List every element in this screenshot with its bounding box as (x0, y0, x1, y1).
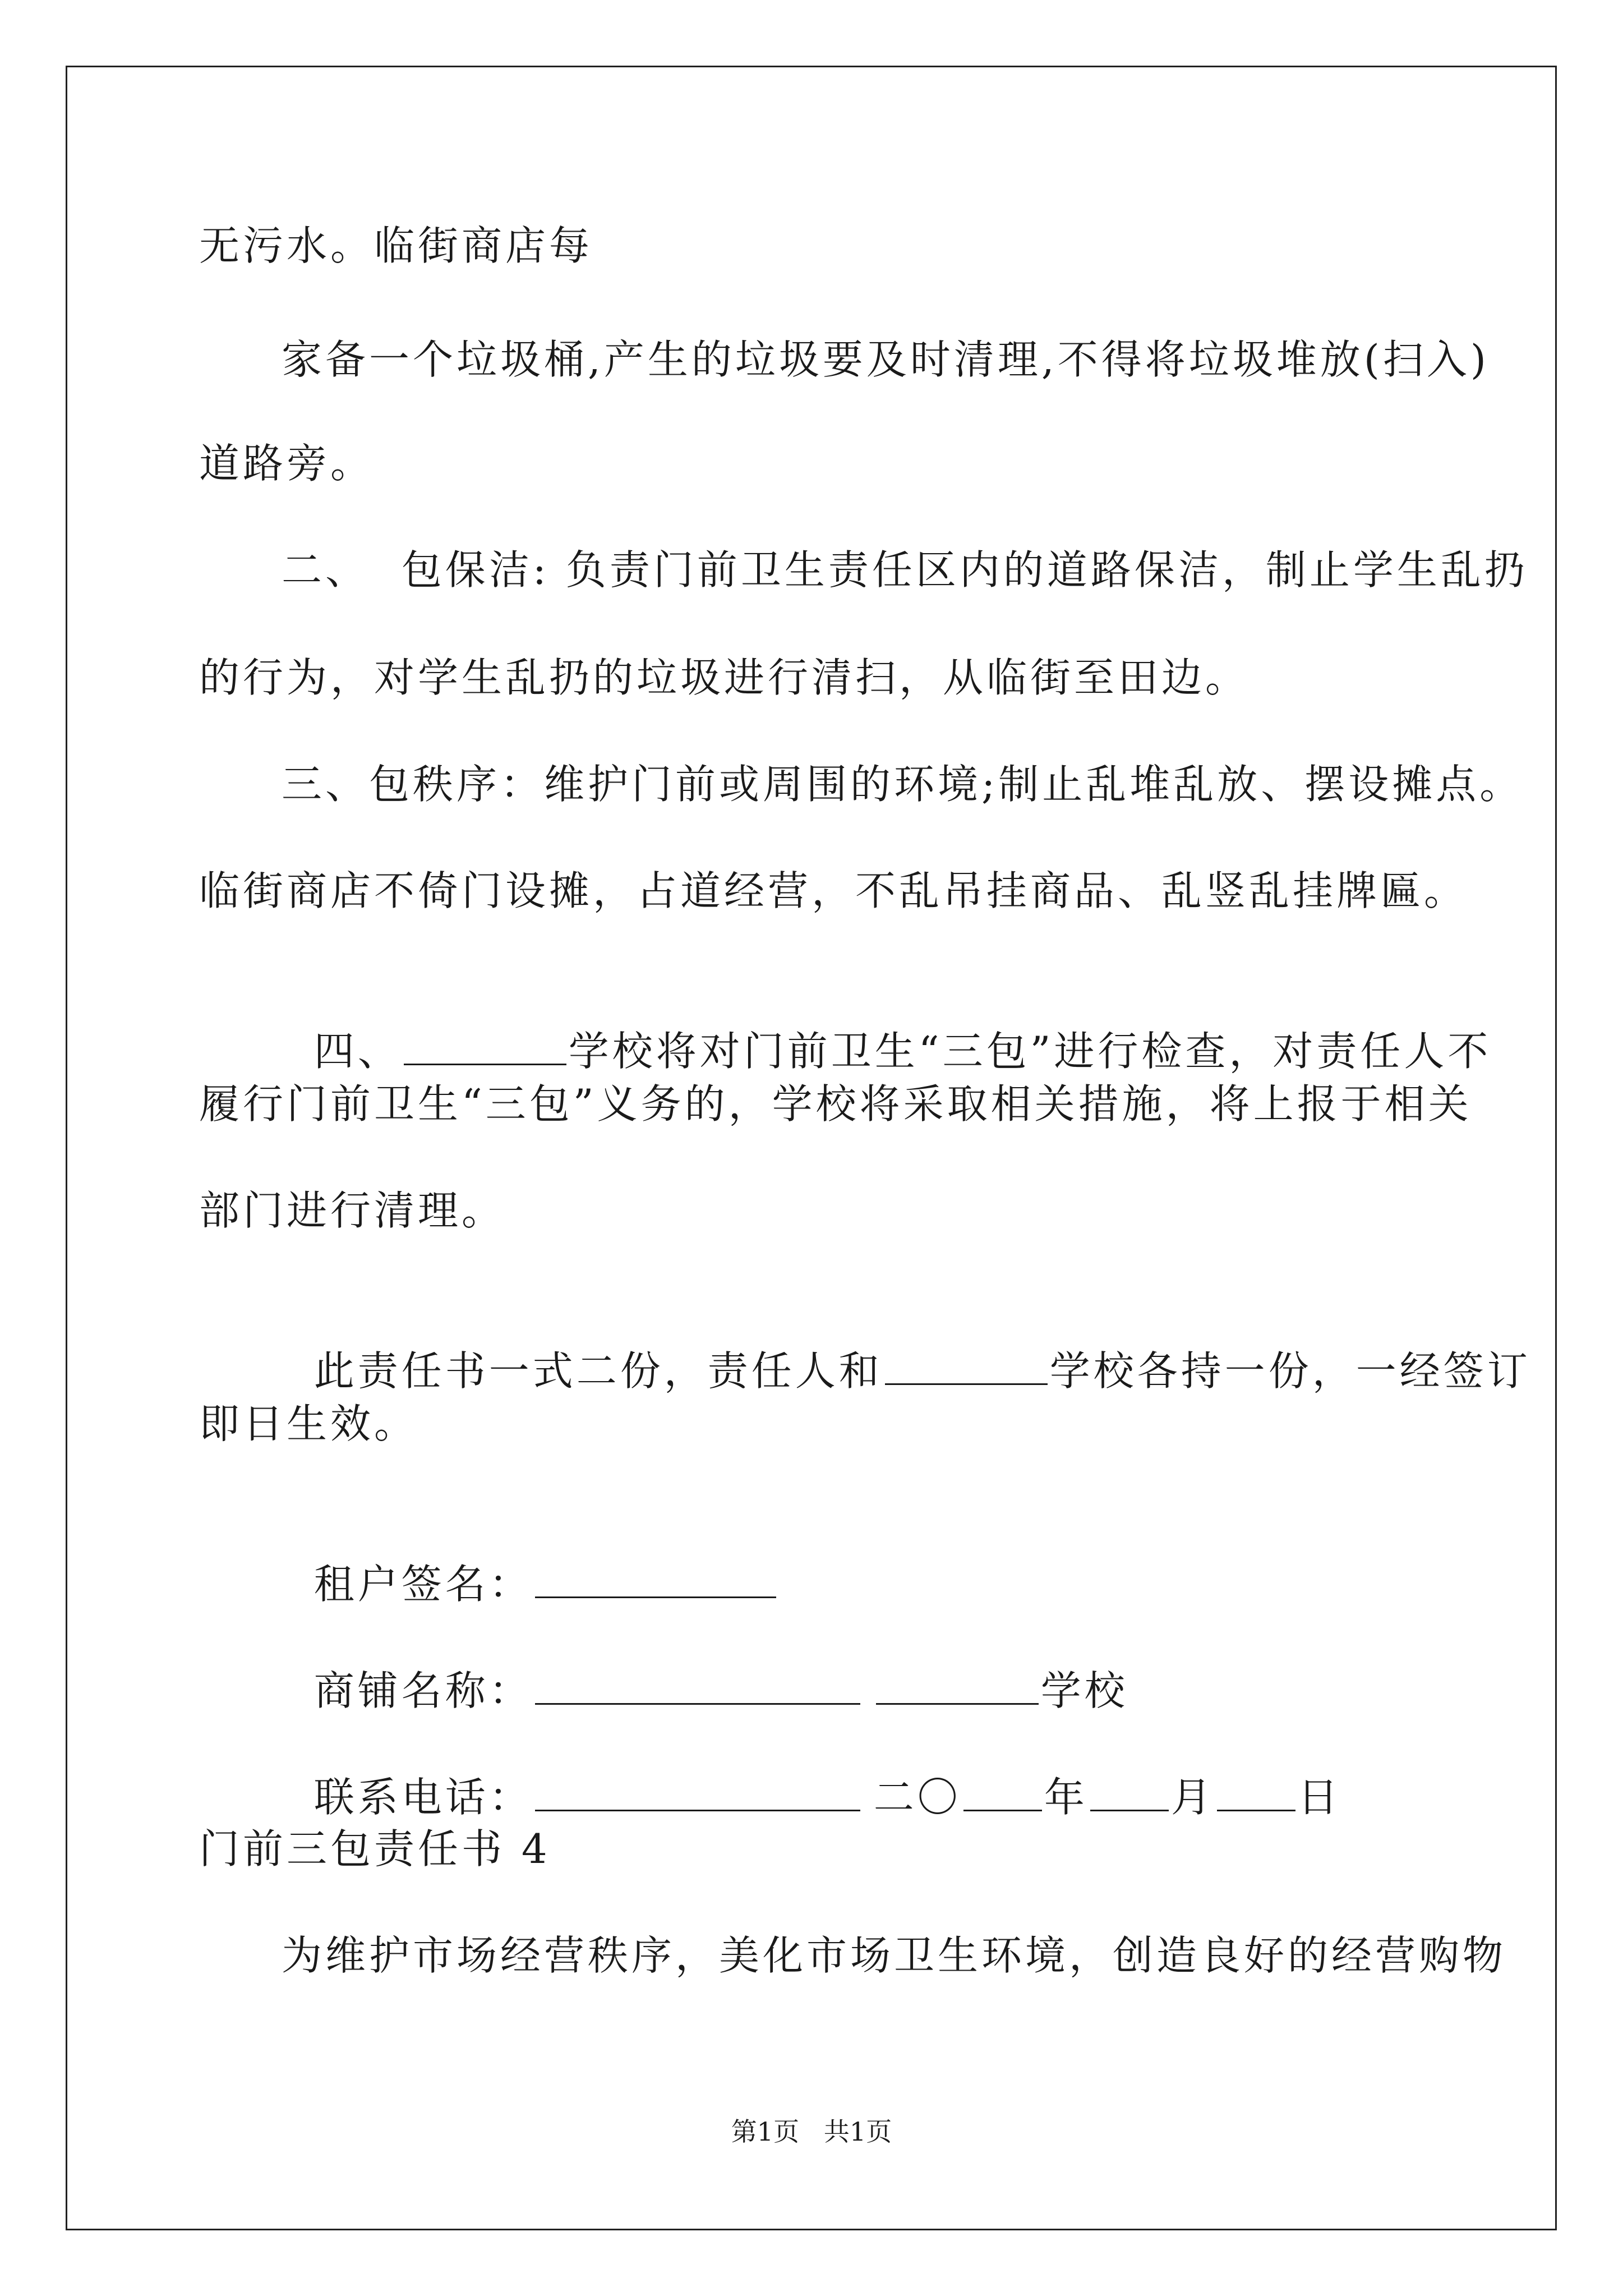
text-line-17: 为维护市场经营秩序，美化市场卫生环境，创造良好的经营购物 (282, 1932, 1507, 1979)
contact-phone-label: 联系电话： (313, 1774, 533, 1821)
text-line-5: 的行为，对学生乱扔的垃圾进行清扫，从临街至田边。 (199, 654, 1249, 701)
shop-name-blank (535, 1667, 860, 1705)
page-footer: 第1页 共1页 (731, 2116, 892, 2147)
section-heading: 门前三包责任书 4 (199, 1825, 551, 1872)
text-line-8 (282, 970, 1491, 1078)
text-line-11-end: 学校各持一份，一经签订 (1049, 1347, 1531, 1395)
page-border (66, 66, 1557, 2230)
school-label: 学校 (1040, 1667, 1128, 1714)
text-line-11-start: 此责任书一式二份，责任人和 (313, 1347, 883, 1395)
school-name-blank-1 (404, 1028, 566, 1065)
year-label: 年 (1044, 1774, 1088, 1821)
shop-name-line (282, 1610, 1128, 1718)
day-label: 日 (1297, 1774, 1341, 1821)
school-name-blank-3 (876, 1667, 1039, 1705)
text-line-9: 履行门前卫生“三包”义务的，学校将采取相关措施，将上报于相关 (199, 1080, 1472, 1128)
text-line-8-end: 学校将对门前卫生“三包”进行检查，对责任人不 (568, 1028, 1492, 1075)
school-name-blank-2 (885, 1347, 1048, 1385)
text-line-6: 三、包秩序：维护门前或周围的环境;制止乱堆乱放、摆设摊点。 (282, 761, 1524, 808)
text-line-4: 二、 包保洁: 负责门前卫生责任区内的道路保洁，制止学生乱扔 (282, 546, 1528, 593)
tenant-signature-label: 租户签名： (313, 1561, 533, 1608)
month-label: 月 (1170, 1774, 1215, 1821)
text-line-2: 家备一个垃圾桶,产生的垃圾要及时清理,不得将垃圾堆放(扫入) (282, 336, 1490, 383)
contact-phone-blank (535, 1774, 860, 1811)
date-prefix: 二〇 (873, 1774, 961, 1821)
text-line-10: 部门进行清理。 (199, 1187, 506, 1234)
text-line-11 (282, 1290, 1531, 1398)
contact-phone-line (282, 1717, 1341, 1824)
text-line-12: 即日生效。 (199, 1400, 418, 1447)
text-line-8-start: 四、 (313, 1028, 402, 1075)
text-line-1: 无污水。临街商店每 (199, 222, 593, 269)
month-blank (1090, 1774, 1169, 1811)
day-blank (1217, 1774, 1295, 1811)
tenant-signature-line (282, 1503, 778, 1611)
shop-name-label: 商铺名称： (313, 1667, 533, 1714)
text-line-3: 道路旁。 (199, 440, 375, 487)
text-line-7: 临街商店不倚门设摊，占道经营，不乱吊挂商品、乱竖乱挂牌匾。 (199, 867, 1468, 914)
year-blank (963, 1774, 1042, 1811)
tenant-signature-blank (535, 1561, 776, 1598)
